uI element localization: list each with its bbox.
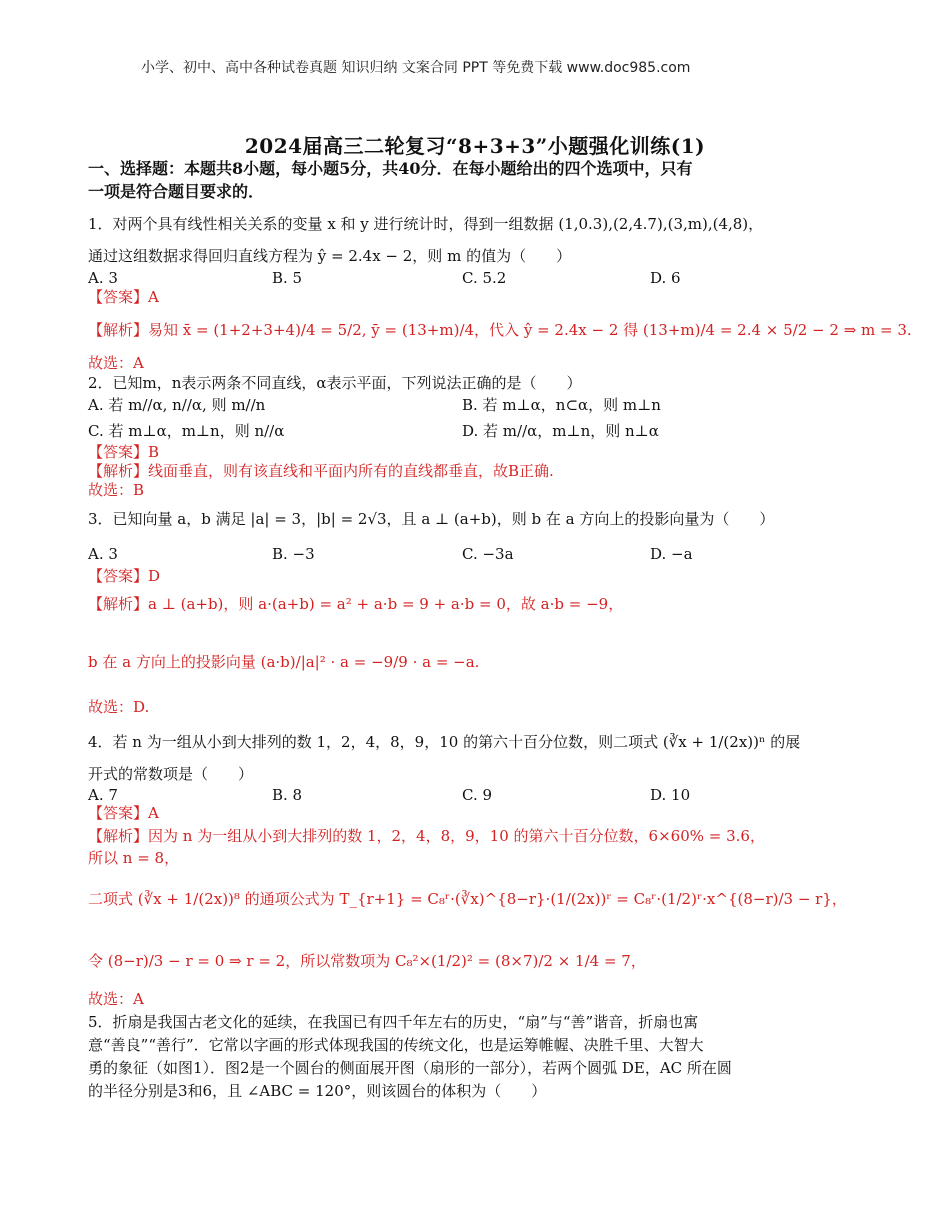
- q4-answer: 【答案】A: [88, 804, 159, 822]
- q2-explanation: 【解析】线面垂直，则有该直线和平面内所有的直线都垂直，故B正确.: [88, 462, 554, 480]
- q2-answer: 【答案】B: [88, 443, 160, 461]
- q2-option-b: B. 若 m⊥α，n⊂α，则 m⊥n: [462, 396, 661, 414]
- q3-explanation-line2: b 在 a 方向上的投影向量 (a·b)/|a|² · a = −9/9 · a = −a.: [88, 653, 480, 671]
- q4-option-d: D. 10: [650, 786, 691, 804]
- q3-option-a: A. 3: [88, 545, 118, 563]
- q2-option-a: A. 若 m//α, n//α, 则 m//n: [88, 396, 266, 414]
- q3-explanation-line1: 【解析】a ⊥ (a+b)，则 a·(a+b) = a² + a·b = 9 + a·b = 0，故 a·b = −9，: [88, 595, 624, 613]
- q1-option-b: B. 5: [272, 269, 303, 287]
- q2-choice: 故选：B: [88, 481, 145, 499]
- q3-answer: 【答案】D: [88, 567, 161, 585]
- q1-choice: 故选：A: [88, 354, 144, 372]
- q4-stem-line2: 开式的常数项是（ ）: [88, 765, 254, 783]
- q1-explanation: 【解析】易知 x̄ = (1+2+3+4)/4 = 5/2, ȳ = (13+m)/4，代入 ŷ = 2.4x − 2 得 (13+m)/4 = 2.4 × 5/2 − 2 ⇒ m = 3.: [88, 321, 912, 339]
- q1-option-d: D. 6: [650, 269, 681, 287]
- q2-option-c: C. 若 m⊥α，m⊥n，则 n//α: [88, 422, 285, 440]
- q3-option-b: B. −3: [272, 545, 315, 563]
- q5-stem-line2: 意“善良”“善行”．它常以字画的形式体现我国的传统文化，也是运筹帷幄、决胜千里、大智大: [88, 1036, 704, 1054]
- q4-stem-line1: 4．若 n 为一组从小到大排列的数 1，2，4，8，9，10 的第六十百分位数，则二项式 (∛x + 1/(2x))ⁿ 的展: [88, 733, 801, 751]
- q4-explanation-line1: 【解析】因为 n 为一组从小到大排列的数 1，2，4，8，9，10 的第六十百分位数，6×60% = 3.6，: [88, 827, 765, 845]
- q2-stem: 2．已知m，n表示两条不同直线，α表示平面，下列说法正确的是（ ）: [88, 374, 582, 392]
- q3-option-d: D. −a: [650, 545, 693, 563]
- q1-option-c: C. 5.2: [462, 269, 507, 287]
- q3-stem: 3．已知向量 a，b 满足 |a| = 3，|b| = 2√3，且 a ⊥ (a+b)，则 b 在 a 方向上的投影向量为（ ）: [88, 510, 775, 528]
- q4-option-c: C. 9: [462, 786, 493, 804]
- q4-option-a: A. 7: [88, 786, 118, 804]
- q2-option-d: D. 若 m//α，m⊥n，则 n⊥α: [462, 422, 659, 440]
- page-title: 2024届高三二轮复习“8+3+3”小题强化训练(1): [244, 134, 706, 158]
- q4-choice: 故选：A: [88, 990, 144, 1008]
- q5-stem-line3: 勇的象征（如图1）．图2是一个圆台的侧面展开图（扇形的一部分），若两个圆弧 DE，AC 所在圆: [88, 1059, 732, 1077]
- section-heading-line2: 一项是符合题目要求的．: [88, 182, 265, 201]
- q4-explanation-line2: 所以 n = 8，: [88, 849, 180, 867]
- q3-choice: 故选：D.: [88, 698, 150, 716]
- q3-option-c: C. −3a: [462, 545, 514, 563]
- q5-stem-line4: 的半径分别是3和6，且 ∠ABC = 120°，则该圆台的体积为（ ）: [88, 1082, 547, 1100]
- header-note: 小学、初中、高中各种试卷真题 知识归纳 文案合同 PPT 等免费下载 www.doc985.com: [141, 60, 691, 76]
- q4-explanation-line4: 令 (8−r)/3 − r = 0 ⇒ r = 2，所以常数项为 C₈²×(1/2)² = (8×7)/2 × 1/4 = 7，: [88, 952, 646, 970]
- q5-stem-line1: 5．折扇是我国古老文化的延续，在我国已有四千年左右的历史，“扇”与“善”谐音，折扇也寓: [88, 1013, 699, 1031]
- q1-answer: 【答案】A: [88, 288, 159, 306]
- q1-stem-line1: 1．对两个具有线性相关关系的变量 x 和 y 进行统计时，得到一组数据 (1,0.3),(2,4.7),(3,m),(4,8)，: [88, 215, 764, 233]
- q1-option-a: A. 3: [88, 269, 118, 287]
- q1-stem-line2: 通过这组数据求得回归直线方程为 ŷ = 2.4x − 2，则 m 的值为（ ）: [88, 247, 572, 265]
- section-heading-line1: 一、选择题：本题共8小题，每小题5分，共40分．在每小题给出的四个选项中，只有: [88, 159, 693, 178]
- q4-option-b: B. 8: [272, 786, 303, 804]
- q4-explanation-line3: 二项式 (∛x + 1/(2x))⁸ 的通项公式为 T_{r+1} = C₈ʳ·(∛x)^{8−r}·(1/(2x))ʳ = C₈ʳ·(1/2)ʳ·x^{(8−r)/3 − r}，: [88, 890, 847, 908]
